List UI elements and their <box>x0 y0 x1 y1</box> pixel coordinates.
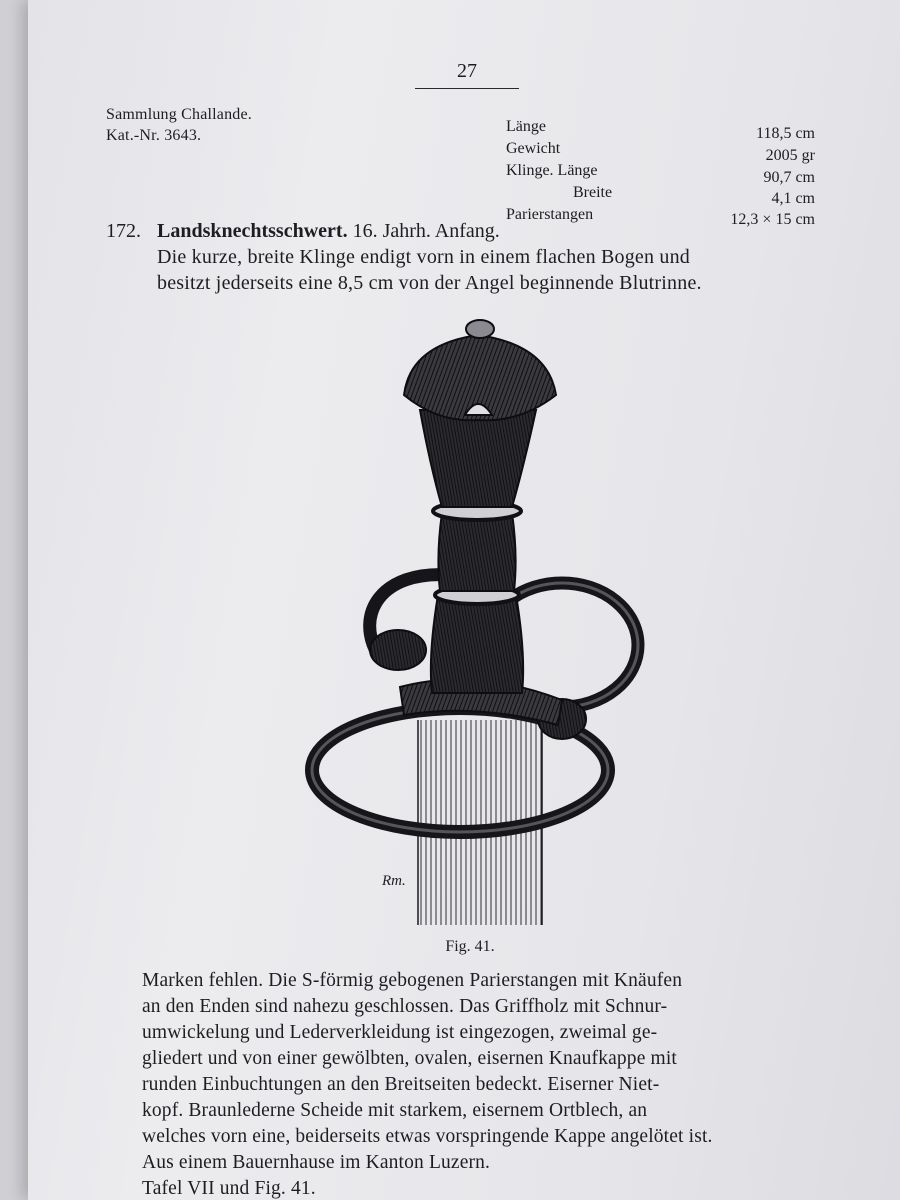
description-line-6: kopf. Braunlederne Scheide mit starkem, eisernem Ortblech, an <box>142 1100 648 1121</box>
grip-middle <box>438 513 515 591</box>
page-number: 27 <box>457 60 477 82</box>
artist-mark: Rm. <box>382 873 406 889</box>
page-number-rule <box>415 88 519 89</box>
spec-value-crossguard: 12,3 × 15 cm <box>730 211 815 228</box>
spec-label-blade-length: Klinge. Länge <box>506 162 598 179</box>
figure-caption: Fig. 41. <box>445 938 495 955</box>
description-line-9: Tafel VII und Fig. 41. <box>142 1178 316 1199</box>
description-line-8: Aus einem Bauernhause im Kanton Luzern. <box>142 1152 491 1173</box>
grip-lower <box>431 595 523 693</box>
spec-value-blade-length: 90,7 cm <box>763 169 815 186</box>
intro-line-2: besitzt jederseits eine 8,5 cm von der Angel beginnende Blutrinne. <box>157 272 702 294</box>
spec-label-blade-width: Breite <box>573 184 613 201</box>
pommel-rivet <box>466 320 494 338</box>
spec-label-weight: Gewicht <box>506 140 561 157</box>
spec-label-length: Länge <box>506 118 546 135</box>
description-line-5: runden Einbuchtungen an den Breitseiten bedeckt. Eiserner Niet- <box>142 1074 660 1095</box>
grip-upper <box>420 410 536 507</box>
description-line-3: umwickelung und Lederverkleidung ist eingezogen, zweimal ge- <box>142 1022 658 1043</box>
collection-name: Sammlung Challande. <box>106 106 253 123</box>
catalog-number: Kat.-Nr. 3643. <box>106 127 202 144</box>
entry-heading <box>157 220 500 243</box>
description-line-2: an den Enden sind nahezu geschlossen. Das Griffholz mit Schnur- <box>142 996 668 1017</box>
entry-date: 16. Jahrh. Anfang. <box>352 220 500 242</box>
sword-illustration <box>300 315 660 925</box>
spec-value-weight: 2005 gr <box>765 147 815 164</box>
spec-value-blade-width: 4,1 cm <box>771 190 815 207</box>
spec-label-crossguard: Parierstangen <box>506 206 594 223</box>
entry-number: 172. <box>106 220 141 242</box>
description-line-1: Marken fehlen. Die S-förmig gebogenen Parierstangen mit Knäufen <box>142 970 683 991</box>
intro-line-1: Die kurze, breite Klinge endigt vorn in einem flachen Bogen und <box>157 246 690 268</box>
description-line-4: gliedert und von einer gewölbten, ovalen, eisernen Knaufkappe mit <box>142 1048 677 1069</box>
entry-title: Landsknechtsschwert. <box>157 220 348 242</box>
left-quillon-knob <box>370 630 426 670</box>
spec-value-length: 118,5 cm <box>756 125 815 142</box>
description-line-7: welches vorn eine, beiderseits etwas vorspringende Kappe angelötet ist. <box>142 1126 713 1147</box>
